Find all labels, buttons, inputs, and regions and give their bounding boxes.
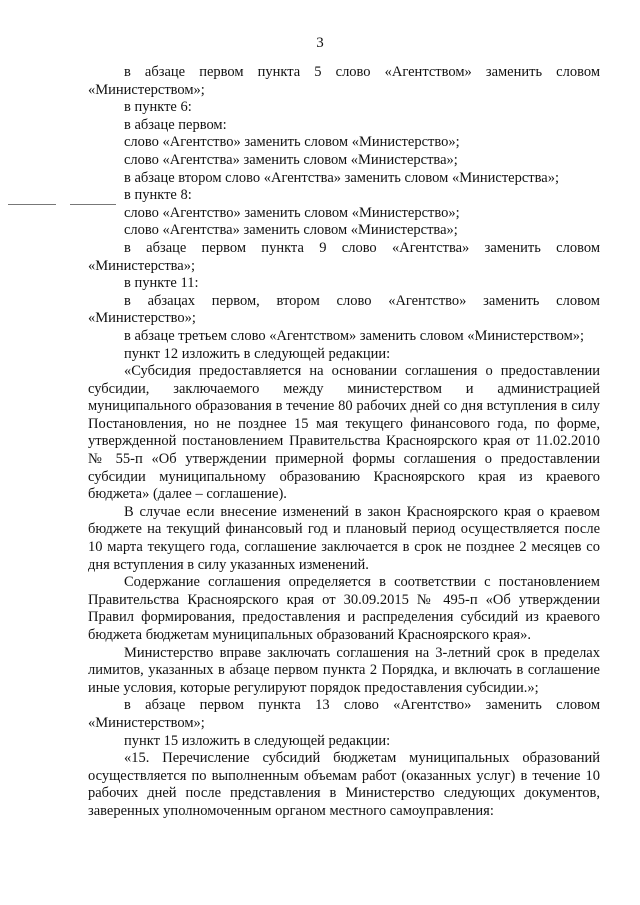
paragraph: в абзаце первом пункта 9 слово «Агентства» заменить словом «Министерства»; [88, 239, 600, 274]
paragraph: в абзаце первом пункта 13 слово «Агентство» заменить словом «Министерством»; [88, 697, 600, 731]
paragraph: В случае если внесение изменений в закон Красноярского края о краевом бюджете на текущий финансовый год и плановый период осуществляется после 10 марта текущего года, соглашение заключается в срок не позднее 2 месяцев со дня вступления в силу указанных изменений. [88, 503, 600, 573]
paragraph: слово «Агентство» заменить словом «Министерство»; [124, 204, 460, 221]
paragraph: в абзаце третьем слово «Агентством» заменить словом «Министерством»; [124, 327, 585, 344]
paragraph: в абзаце втором слово «Агентства» заменить словом «Министерства»; [124, 169, 559, 186]
paragraph: слово «Агентства» заменить словом «Министерства»; [124, 222, 458, 239]
paragraph: слово «Агентства» заменить словом «Министерства»; [124, 151, 458, 168]
paragraph: в пункте 11: [124, 275, 199, 292]
paragraph: пункт 15 изложить в следующей редакции: [124, 732, 391, 749]
margin-line [8, 204, 56, 205]
paragraph: пункт 12 изложить в следующей редакции: [124, 345, 391, 362]
paragraph: в абзаце первом: [124, 116, 227, 133]
paragraph: Содержание соглашения определяется в соответствии с постановлением Правительства Красноярского края от 30.09.2015 № 495-п «Об утверждении Правил формирования, предоставления и распределения субсидий из краевого бюджета бюджетам муниципальных образований Красноярского края». [88, 574, 600, 643]
document-body [88, 64, 600, 821]
paragraph: в пункте 6: [124, 99, 192, 116]
paragraph: «Субсидия предоставляется на основании соглашения о предоставлении субсидии, заключаемого между министерством и администрацией муниципального образования в течение 80 рабочих дней со дня вступления в силу Постановления, но не позднее 15 мая текущего финансового года, по форме, утвержденной постановлением Правительства Красноярского края от 11.02.2010 № 55-п «Об утверждении примерной формы соглашения о предоставлении субсидии муниципальному образованию Красноярского края из краевого бюджета» (далее – соглашение). [88, 363, 600, 503]
paragraph: Министерство вправе заключать соглашения на 3-летний срок в пределах лимитов, указанных в абзаце первом пункта 2 Порядка, и включать в соглашение иные условия, которые регулируют порядок предоставления субсидии.»; [88, 644, 600, 696]
paragraph: слово «Агентство» заменить словом «Министерство»; [124, 134, 460, 151]
paragraph: в абзацах первом, втором слово «Агентство» заменить словом «Министерство»; [88, 292, 600, 327]
paragraph: в пункте 8: [124, 187, 192, 204]
paragraph: «15. Перечисление субсидий бюджетам муниципальных образований осуществляется по выполненным объемам работ (оказанных услуг) в течение 10 рабочих дней после представления в Министерство следующих документов, заверенных уполномоченным органом местного самоуправления: [88, 750, 600, 819]
paragraph: в абзаце первом пункта 5 слово «Агентством» заменить словом «Министерством»; [88, 64, 600, 98]
page-number: 3 [316, 35, 324, 51]
